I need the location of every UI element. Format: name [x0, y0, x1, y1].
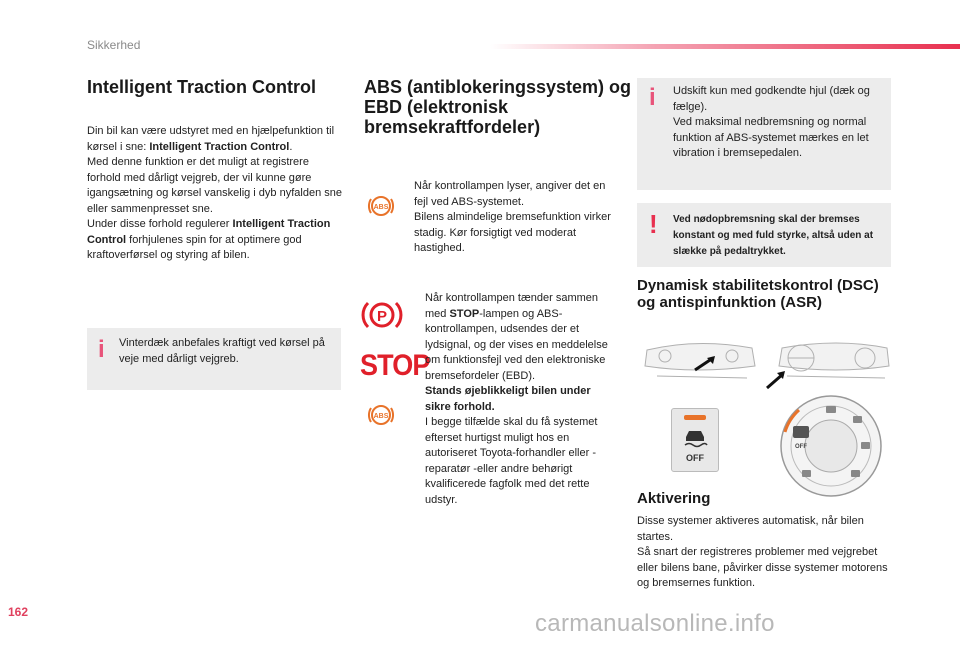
- parking-brake-label: P: [376, 308, 388, 325]
- header-accent-bar: [490, 44, 960, 49]
- abs-p1-line1: Når kontrollampen lyser, angiver det en fejl ved ABS-systemet.: [414, 180, 606, 208]
- abs-paragraph-2: [425, 291, 617, 508]
- abs-p2-c: I begge tilfælde skal du få systemet efterset hurtigst muligt hos en autoriseret Toyota-forhandler eller -reparatør -eller andre behørigt kvalificerede fagfolk med det rette udstyr.: [425, 416, 598, 506]
- wheel-note: [637, 78, 891, 190]
- activation-body: [637, 514, 895, 592]
- itc-paragraph: [87, 124, 345, 264]
- abs-icon-label-2: ABS: [373, 413, 389, 420]
- winter-tyre-note: [87, 328, 341, 390]
- skid-car-icon: [680, 425, 710, 451]
- itc-intro-text: Din bil kan være udstyret med en hjælpefunktion til kørsel i sne:: [87, 125, 335, 153]
- abs-p2-stop: STOP: [449, 307, 480, 320]
- off-label: OFF: [686, 453, 704, 463]
- abs-warning-icon: [366, 191, 396, 221]
- dashboard-illustration: [637, 336, 895, 392]
- warning-icon: !: [649, 209, 658, 239]
- itc-line3-text: Under disse forhold regulerer: [87, 218, 233, 230]
- abs-paragraph-1: [414, 179, 614, 257]
- wheel-note-line1: Udskift kun med godkendte hjul (dæk og fælge).: [673, 85, 870, 113]
- activation-line1: Disse systemer aktiveres automatisk, når bilen startes.: [637, 515, 864, 543]
- itc-line3-end: forhjulenes spin for at optimere god kraftoverførsel og styring af bilen.: [87, 233, 302, 261]
- abs-p2-b: -lampen og ABS-kontrollampen, udsendes der et lydsignal, og der vises en meddelelse om funktionsfejl ved den elektroniske bremsefordeler (EBD).: [425, 307, 608, 382]
- emergency-braking-note: [637, 203, 891, 267]
- stop-icon: STOP: [360, 349, 430, 382]
- dial-off-label: OFF: [795, 444, 807, 450]
- abs-title: ABS (antiblokeringssystem) og EBD (elektronisk bremsekraftfordeler): [364, 77, 632, 137]
- dsc-title: Dynamisk stabilitetskontrol (DSC) og antispinfunktion (ASR): [637, 277, 879, 311]
- itc-line2: Med denne funktion er det muligt at registrere forhold med dårligt vejgreb, der vil kunne gøre igangsætning og kørsel vanskelig i dyb nyfalden sne eller sammenpresset sne.: [87, 156, 342, 215]
- itc-line3-bold: Intelligent Traction Control: [87, 218, 331, 246]
- emergency-braking-note-text: Ved nødopbremsning skal der bremses konstant og med fuld styrke, altså uden at slække på pedaltrykket.: [673, 214, 874, 257]
- indicator-lamp: [684, 415, 706, 420]
- drive-mode-dial-illustration: [779, 394, 883, 498]
- itc-intro-bold: Intelligent Traction Control: [149, 140, 290, 153]
- activation-text: [637, 514, 895, 592]
- abs-p2-bold: Stands øjeblikkeligt bilen under sikre forhold.: [425, 385, 591, 413]
- wheel-note-line2: Ved maksimal nedbremsning og normal funktion af ABS-systemet mærkes en let vibration i bremsepedalen.: [673, 116, 869, 159]
- wheel-note-text: [673, 84, 885, 162]
- info-icon: i: [649, 84, 656, 111]
- itc-title: Intelligent Traction Control: [87, 77, 316, 97]
- abs-warning-icon-2: [366, 400, 396, 430]
- abs-paragraph-2-text: [425, 291, 617, 508]
- abs-icon-label: ABS: [373, 204, 389, 211]
- parking-brake-icon: [361, 297, 403, 333]
- watermark: carmanualsonline.info: [535, 610, 775, 637]
- itc-body: [87, 124, 345, 264]
- abs-paragraph-1-text: [414, 179, 614, 257]
- info-icon: i: [98, 336, 105, 363]
- section-label: Sikkerhed: [87, 38, 141, 52]
- activation-title: Aktivering: [637, 490, 711, 507]
- abs-p1-line2: Bilens almindelige bremsefunktion virker stadig. Kør forsigtigt ved moderat hastighed.: [414, 211, 611, 254]
- page-number: 162: [8, 605, 29, 619]
- winter-tyre-note-text: Vinterdæk anbefales kraftigt ved kørsel på veje med dårligt vejgreb.: [119, 337, 325, 365]
- activation-line2: Så snart der registreres problemer med vejgrebet eller bilens bane, påvirker disse systemer motorens og bremsernes funktion.: [637, 546, 888, 589]
- itc-intro-end: .: [289, 140, 293, 153]
- dsc-off-button-illustration: [671, 408, 719, 472]
- abs-p2-a: Når kontrollampen tænder sammen med: [425, 292, 599, 320]
